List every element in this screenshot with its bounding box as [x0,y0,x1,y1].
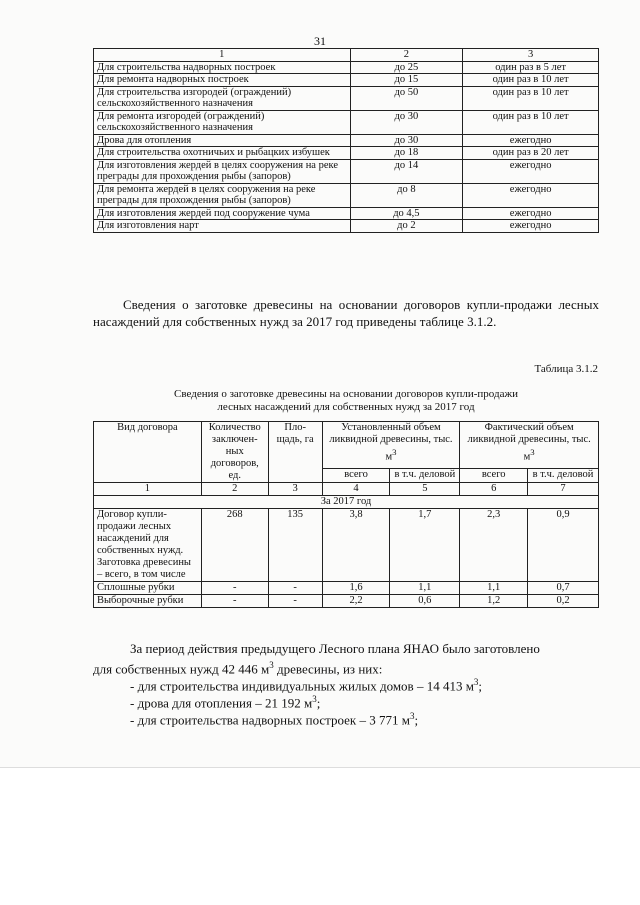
value-cell: 0,7 [528,582,599,595]
value-cell: - [268,582,322,595]
value-cell: - [268,595,322,608]
frequency-cell: один раз в 5 лет [463,61,599,74]
contract-type-cell: Договор купли-продажи лесных насаждений для собственных нужд. Заготовка древесины – всего, в том числе [94,509,202,582]
table1-row [94,207,599,220]
th-actual-total: всего [460,468,528,482]
table2-title-line1: Сведения о заготовке древесины на основании договоров купли-продажи [174,388,518,400]
col-number: 4 [322,483,390,496]
table1-row [94,110,599,134]
frequency-cell: ежегодно [463,134,599,147]
table1-row [94,220,599,233]
table1-header-cell: 2 [350,49,463,62]
purpose-cell: Для строительства изгородей (ограждений) сельскохозяйственного назначения [94,86,351,110]
table-label: Таблица 3.1.2 [534,363,598,375]
value-cell: 2,3 [460,509,528,582]
table1-row [94,86,599,110]
table2-title [93,388,599,414]
summary-line-2: для собственных нужд 42 446 $м^3$ древесины, из них: [93,660,383,677]
volume-cell: до 2 [350,220,463,233]
purpose-cell: Для строительства охотничьих и рыбацких избушек [94,147,351,160]
table1-row [94,61,599,74]
frequency-cell: ежегодно [463,183,599,207]
col-number: 6 [460,483,528,496]
value-cell: 0,9 [528,509,599,582]
th-actual-volume: Фактический объем ликвидной древесины, тыс. $м^3$ [460,422,599,469]
year-row: За 2017 год [94,496,599,509]
table1-row [94,183,599,207]
th-established-business: в т.ч. деловой [390,468,460,482]
table2-title-line2: лесных насаждений для собственных нужд за 2017 год [217,401,475,413]
table1-row [94,159,599,183]
volume-cell: до 15 [350,74,463,87]
table1-row [94,147,599,160]
contract-type-cell: Сплошные рубки [94,582,202,595]
col-number: 1 [94,483,202,496]
purpose-cell: Для ремонта надворных построек [94,74,351,87]
table2-row [94,582,599,595]
purpose-cell: Для изготовления жердей под сооружение чума [94,207,351,220]
value-cell: 1,1 [390,582,460,595]
purpose-cell: Дрова для отопления [94,134,351,147]
volume-cell: до 30 [350,110,463,134]
frequency-cell: ежегодно [463,159,599,183]
value-cell: 0,2 [528,595,599,608]
value-cell: 3,8 [322,509,390,582]
table1-header-row [94,49,599,62]
value-cell: 268 [201,509,268,582]
harvest-table [93,421,599,608]
value-cell: 135 [268,509,322,582]
column-number-row [94,483,599,496]
th-contract-type: Вид договора [94,422,202,483]
col-number: 7 [528,483,599,496]
frequency-cell: ежегодно [463,207,599,220]
value-cell: - [201,595,268,608]
value-cell: 1,1 [460,582,528,595]
intro-paragraph: Сведения о заготовке древесины на основании договоров купли-продажи лесных насаждений для собственных нужд за 2017 год приведены таблице 3.1.2. [93,297,599,329]
frequency-cell: ежегодно [463,220,599,233]
value-cell: - [201,582,268,595]
volume-cell: до 18 [350,147,463,160]
frequency-cell: один раз в 10 лет [463,86,599,110]
value-cell: 1,6 [322,582,390,595]
value-cell: 1,2 [460,595,528,608]
th-area: Пло-щадь, га [268,422,322,483]
table2-row [94,595,599,608]
purpose-cell: Для изготовления нарт [94,220,351,233]
th-established-total: всего [322,468,390,482]
volume-cell: до 50 [350,86,463,110]
th-actual-business: в т.ч. деловой [528,468,599,482]
wood-norms-table [93,48,599,233]
volume-cell: до 14 [350,159,463,183]
value-cell: 2,2 [322,595,390,608]
value-cell: 0,6 [390,595,460,608]
purpose-cell: Для ремонта жердей в целях сооружения на реке преграды для прохождения рыбы (запоров) [94,183,351,207]
bullet-item: - дрова для отопления – 21 192 $м^3$; [130,694,321,711]
frequency-cell: один раз в 10 лет [463,74,599,87]
volume-cell: до 4,5 [350,207,463,220]
contract-type-cell: Выборочные рубки [94,595,202,608]
purpose-cell: Для ремонта изгородей (ограждений) сельскохозяйственного назначения [94,110,351,134]
th-contract-count: Количество заключен-ных договоров, ед. [201,422,268,483]
purpose-cell: Для строительства надворных построек [94,61,351,74]
table1-header-cell: 1 [94,49,351,62]
purpose-cell: Для изготовления жердей в целях сооружения на реке преграды для прохождения рыбы (запоров) [94,159,351,183]
col-number: 3 [268,483,322,496]
col-number: 5 [390,483,460,496]
volume-cell: до 25 [350,61,463,74]
col-number: 2 [201,483,268,496]
th-established-volume: Установленный объем ликвидной древесины, тыс. $м^3$ [322,422,460,469]
bullet-item: - для строительства индивидуальных жилых домов – 14 413 $м^3$; [130,677,483,694]
table1-row [94,74,599,87]
table1-row [94,134,599,147]
volume-cell: до 8 [350,183,463,207]
volume-cell: до 30 [350,134,463,147]
frequency-cell: один раз в 20 лет [463,147,599,160]
table2-row [94,509,599,582]
summary-line-1: За период действия предыдущего Лесного плана ЯНАО было заготовлено [130,641,540,656]
value-cell: 1,7 [390,509,460,582]
table1-header-cell: 3 [463,49,599,62]
frequency-cell: один раз в 10 лет [463,110,599,134]
bullet-item: - для строительства надворных построек – 3 771 $м^3$; [130,711,419,728]
page-number: 31 [314,34,326,48]
